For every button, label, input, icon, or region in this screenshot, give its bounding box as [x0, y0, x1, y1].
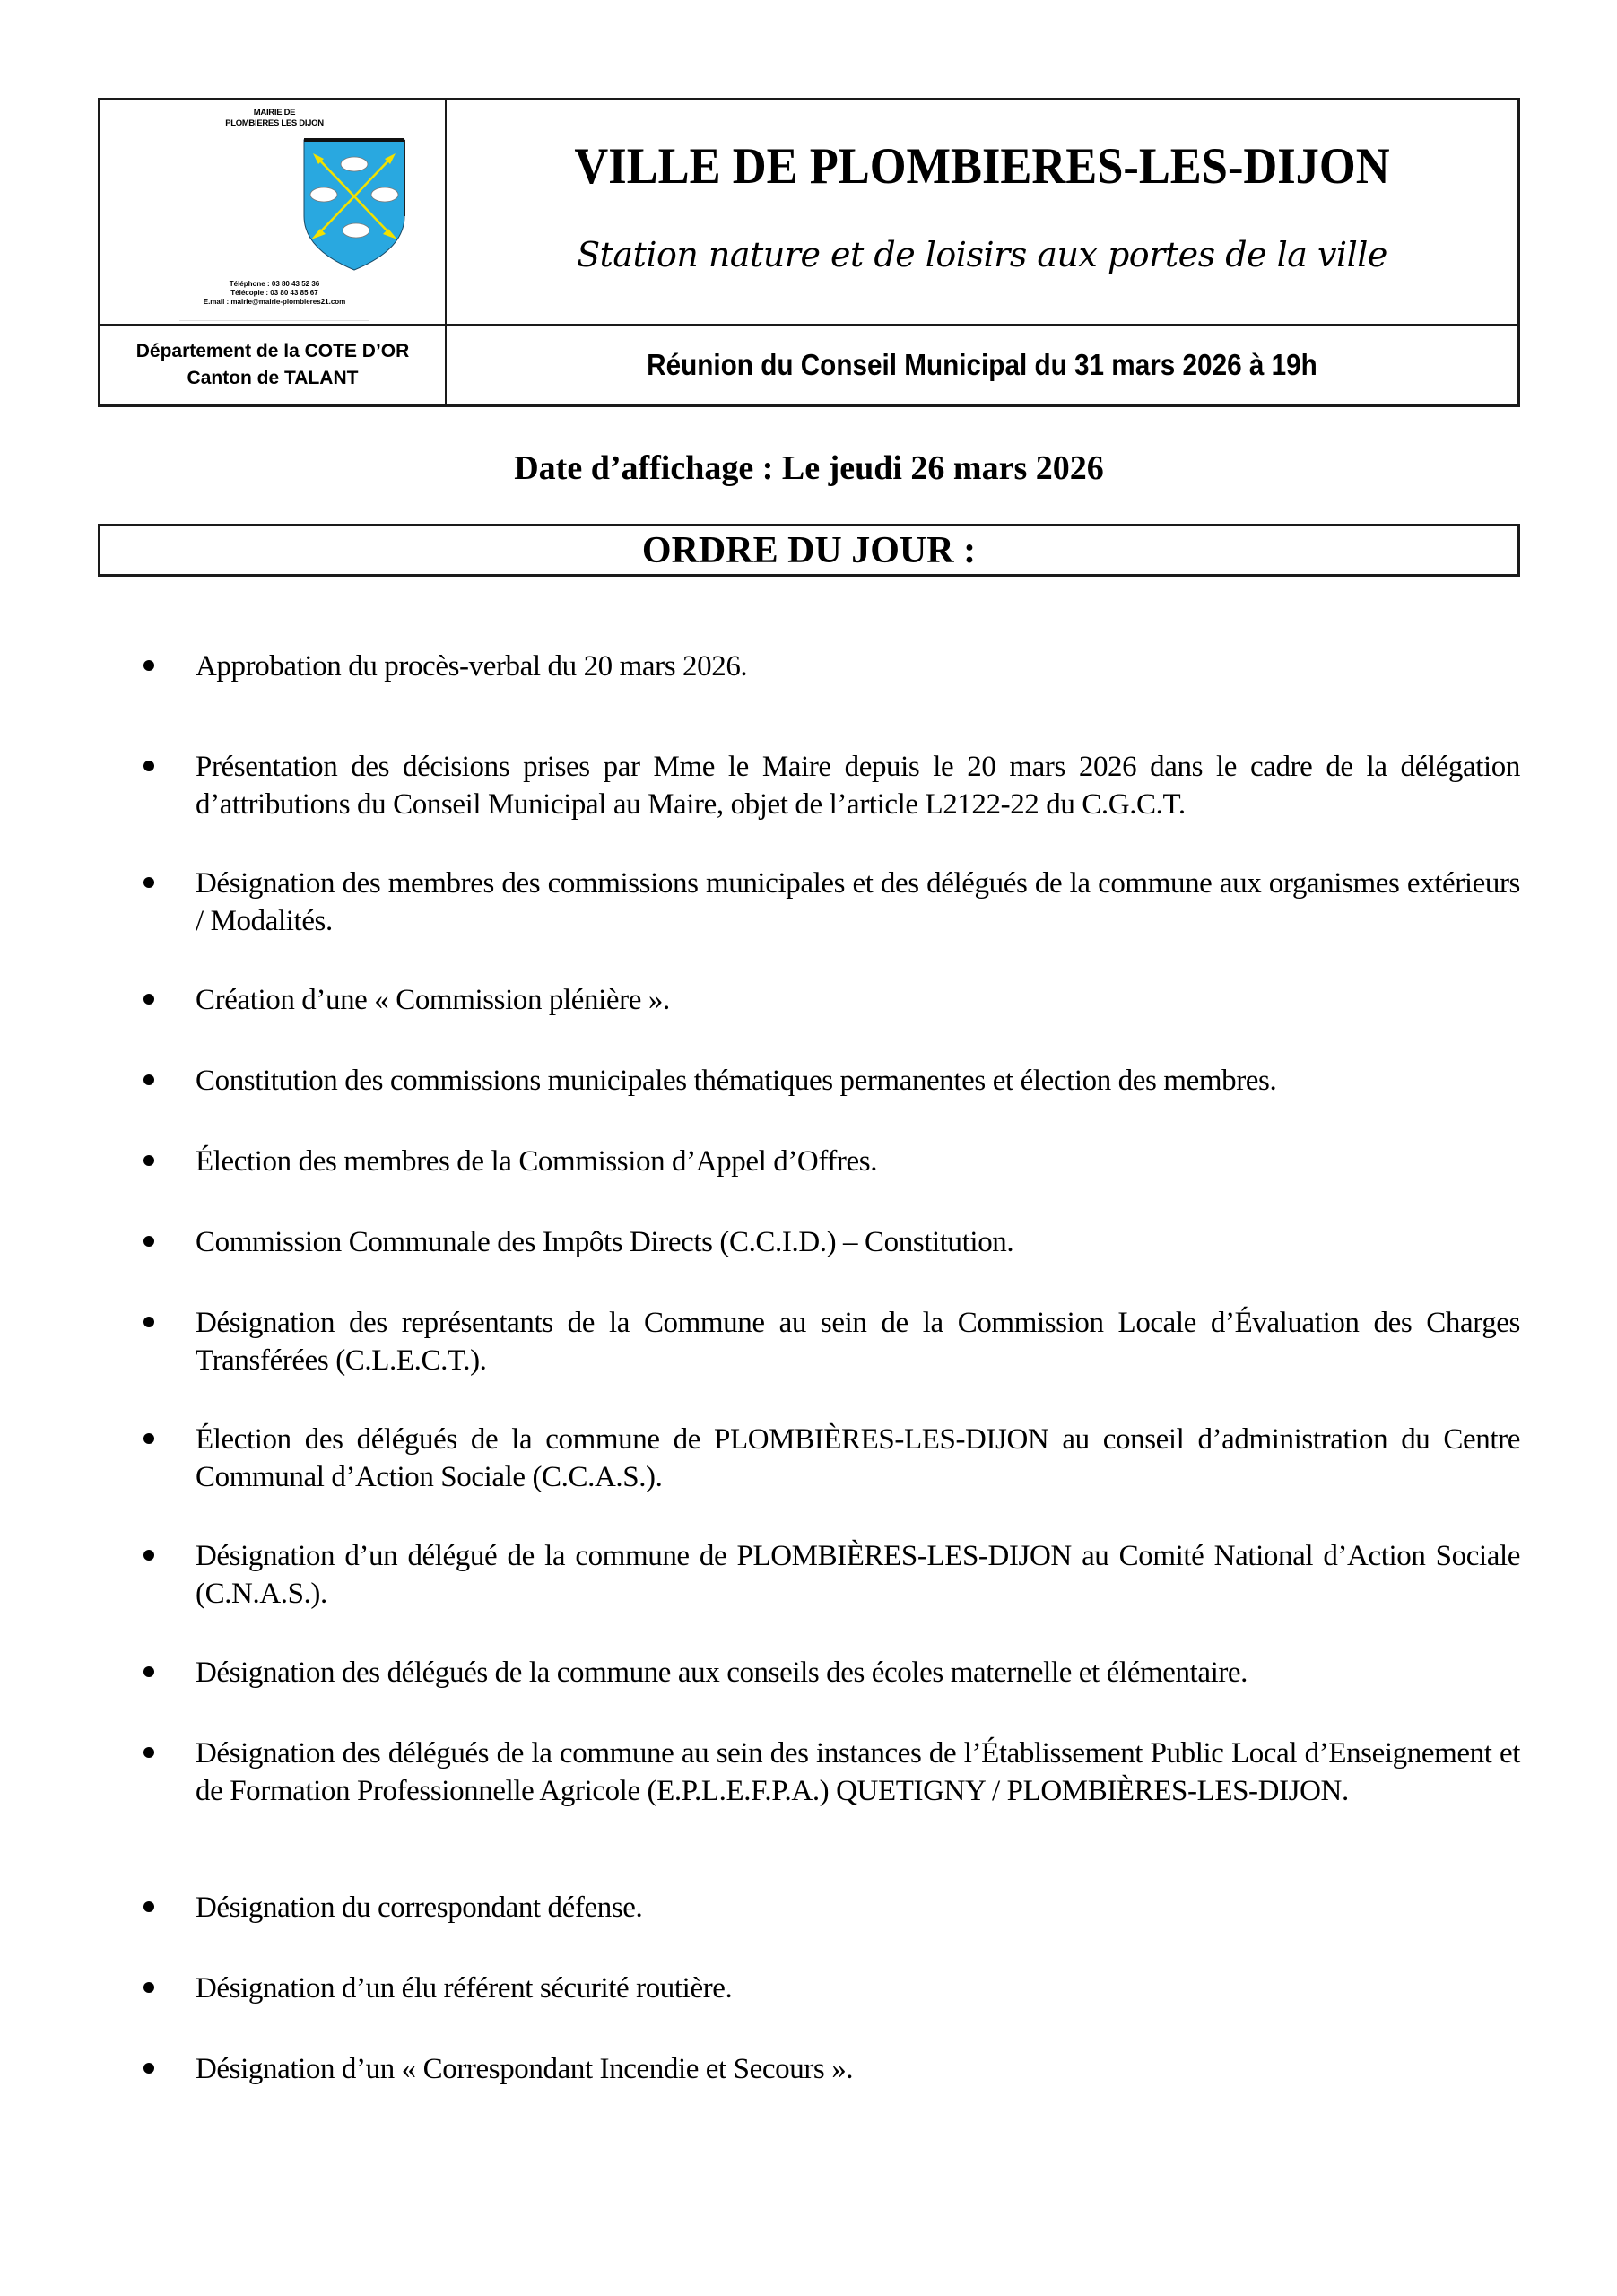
agenda-item-text: Élection des membres de la Commission d’Appel d’Offres.: [196, 1145, 878, 1178]
bullet-icon: [143, 1901, 154, 1912]
bullet-icon: [143, 1155, 154, 1166]
mairie-label-line1: MAIRIE DE: [253, 108, 296, 117]
mairie-label-line2: PLOMBIERES LES DIJON: [225, 118, 324, 128]
bullet-icon: [143, 1982, 154, 1993]
agenda-item-text: Désignation des représentants de la Commune au sein de la Commission Locale d’Évaluation des Charges Transférées (C.L.E.C.T.).: [196, 1307, 1520, 1377]
bullet-icon: [143, 1747, 154, 1758]
agenda-item-text: Constitution des commissions municipales thématiques permanentes et élection des membres.: [196, 1065, 1277, 1097]
header-column-divider: [445, 100, 447, 404]
agenda-item-text: Création d’une « Commission plénière ».: [196, 984, 670, 1016]
email-address: E.mail : mairie@mairie-plombieres21.com: [203, 298, 346, 306]
agenda-heading-box: [98, 524, 1520, 577]
bullet-icon: [143, 2063, 154, 2074]
bullet-icon: [143, 1433, 154, 1444]
contact-info: [179, 280, 369, 307]
agenda-heading: ORDRE DU JOUR :: [641, 529, 977, 571]
agenda-item-text: Désignation d’un délégué de la commune de PLOMBIÈRES-LES-DIJON au Comité National d’Action Sociale (C.N.A.S.).: [196, 1540, 1520, 1610]
agenda-item-text: Désignation d’un « Correspondant Incendie et Secours ».: [196, 2053, 854, 2085]
town-slogan: Station nature et de loisirs aux portes de la ville: [577, 235, 1387, 274]
meeting-title: Réunion du Conseil Municipal du 31 mars 2026 à 19h: [647, 348, 1317, 381]
bullet-icon: [143, 660, 154, 671]
coat-of-arms-shield-icon: [300, 137, 408, 272]
agenda-item-text: Désignation des délégués de la commune au sein des instances de l’Établissement Public Local d’Enseignement et de Formation Professionnelle Agricole (E.P.L.E.F.P.A.) QUETIGNY / PLOMBIÈRES-LES-DIJON.: [196, 1737, 1520, 1807]
phone-number: Téléphone : 03 80 43 52 36: [229, 280, 320, 288]
agenda-item-text: Élection des délégués de la commune de PLOMBIÈRES-LES-DIJON au conseil d’administration du Centre Communal d’Action Sociale (C.C.A.S.).: [196, 1423, 1520, 1493]
bullet-icon: [143, 1317, 154, 1327]
bullet-icon: [143, 877, 154, 888]
agenda-item-text: Désignation des membres des commissions municipales et des délégués de la commune aux organismes extérieurs / Modalités.: [196, 867, 1520, 937]
canton-name: Canton de TALANT: [187, 368, 359, 388]
fax-number: Télécopie : 03 80 43 85 67: [230, 289, 318, 297]
agenda-item-text: Désignation d’un élu référent sécurité routière.: [196, 1972, 733, 2005]
bullet-icon: [143, 761, 154, 771]
posting-date: Date d’affichage : Le jeudi 26 mars 2026: [514, 449, 1104, 487]
department-cell: [100, 326, 445, 404]
logo-cell: [100, 100, 445, 324]
agenda-item-text: Désignation des délégués de la commune aux conseils des écoles maternelle et élémentaire.: [196, 1657, 1248, 1689]
title-cell: [447, 100, 1517, 324]
agenda-item-text: Désignation du correspondant défense.: [196, 1892, 643, 1924]
mairie-logo: [179, 100, 369, 321]
department-name: Département de la COTE D’OR: [135, 341, 410, 361]
bullet-icon: [143, 994, 154, 1004]
bullet-icon: [143, 1236, 154, 1247]
agenda-item-text: Approbation du procès-verbal du 20 mars 2026.: [196, 650, 748, 683]
agenda-item-text: Commission Communale des Impôts Directs (C.C.I.D.) – Constitution.: [196, 1226, 1014, 1258]
letterhead-table: [98, 98, 1520, 407]
bullet-icon: [143, 1550, 154, 1561]
agenda-item-text: Présentation des décisions prises par Mme le Maire depuis le 20 mars 2026 dans le cadre de la délégation d’attributions du Conseil Municipal au Maire, objet de l’article L2122-22 du C.G.C.T.: [196, 751, 1520, 821]
bullet-icon: [143, 1666, 154, 1677]
bullet-icon: [143, 1074, 154, 1085]
mairie-label: [179, 108, 369, 129]
town-title: VILLE DE PLOMBIERES-LES-DIJON: [574, 138, 1390, 195]
